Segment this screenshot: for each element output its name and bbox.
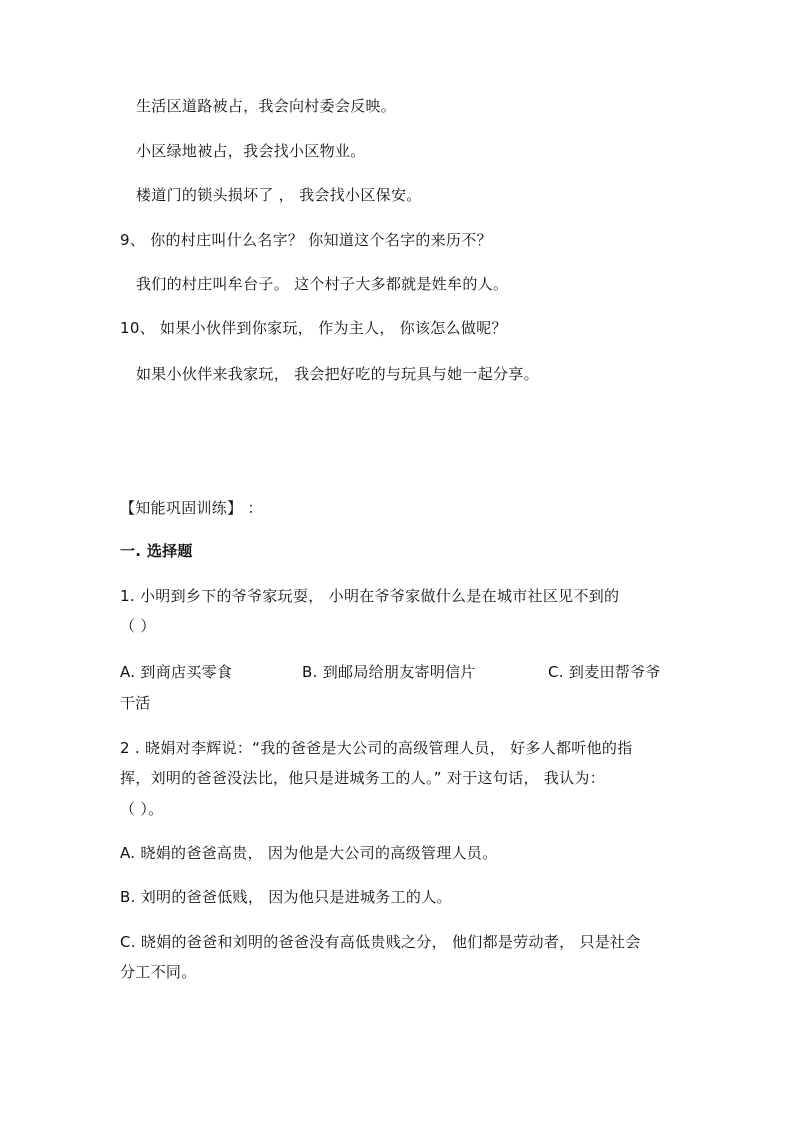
mc1-option-a: A. 到商店买零食 [120,663,233,681]
section-title: 【知能巩固训练】 ： [120,499,263,517]
answer-10: 如果小伙伴来我家玩， 我会把好吃的与玩具与她一起分享。 [136,365,539,383]
mc2-option-a: A. 晓娟的爸爸高贵， 因为他是大公司的高级管理人员。 [120,844,498,862]
mc2-question-line-2: 挥，刘明的爸爸没法比，他只是进城务工的人。” 对于这句话， 我认为： [120,769,606,787]
question-10: 10、 如果小伙伴到你家玩， 作为主人， 你该怎么做呢？ [120,319,507,337]
answer-line-2: 小区绿地被占，我会找小区物业。 [136,142,366,160]
answer-9: 我们的村庄叫牟台子。 这个村子大多都就是姓牟的人。 [136,275,509,293]
mc2-option-b: B. 刘明的爸爸低贱， 因为他只是进城务工的人。 [120,888,452,906]
answer-line-1: 生活区道路被占，我会向村委会反映。 [136,97,397,115]
mc2-option-c-line-2: 分工不同。 [120,963,197,981]
mc1-option-c-continued: 干活 [120,694,151,712]
mc2-option-c-line-1: C. 晓娟的爸爸和刘明的爸爸没有高低贵贱之分， 他们都是劳动者， 只是社会 [120,933,641,951]
mc1-question-line-2: （ ） [120,617,156,635]
section-subtitle: 一. 选择题 [120,542,193,560]
question-9: 9、 你的村庄叫什么名字？ 你知道这个名字的来历不？ [120,231,492,249]
mc1-options [120,662,680,682]
mc1-option-c: C. 到麦田帮爷爷 [548,663,661,681]
mc1-question-line-1: 1. 小明到乡下的爷爷家玩耍， 小明在爷爷家做什么是在城市社区见不到的 [120,587,620,605]
mc2-question-line-1: 2 . 晓娟对李辉说：“我的爸爸是大公司的高级管理人员， 好多人都听他的指 [120,739,633,757]
mc1-option-b: B. 到邮局给朋友寄明信片 [302,663,476,681]
mc2-question-line-3: （ ）。 [120,800,164,818]
answer-line-3: 楼道门的锁头损坏了 ， 我会找小区保安。 [136,186,422,204]
